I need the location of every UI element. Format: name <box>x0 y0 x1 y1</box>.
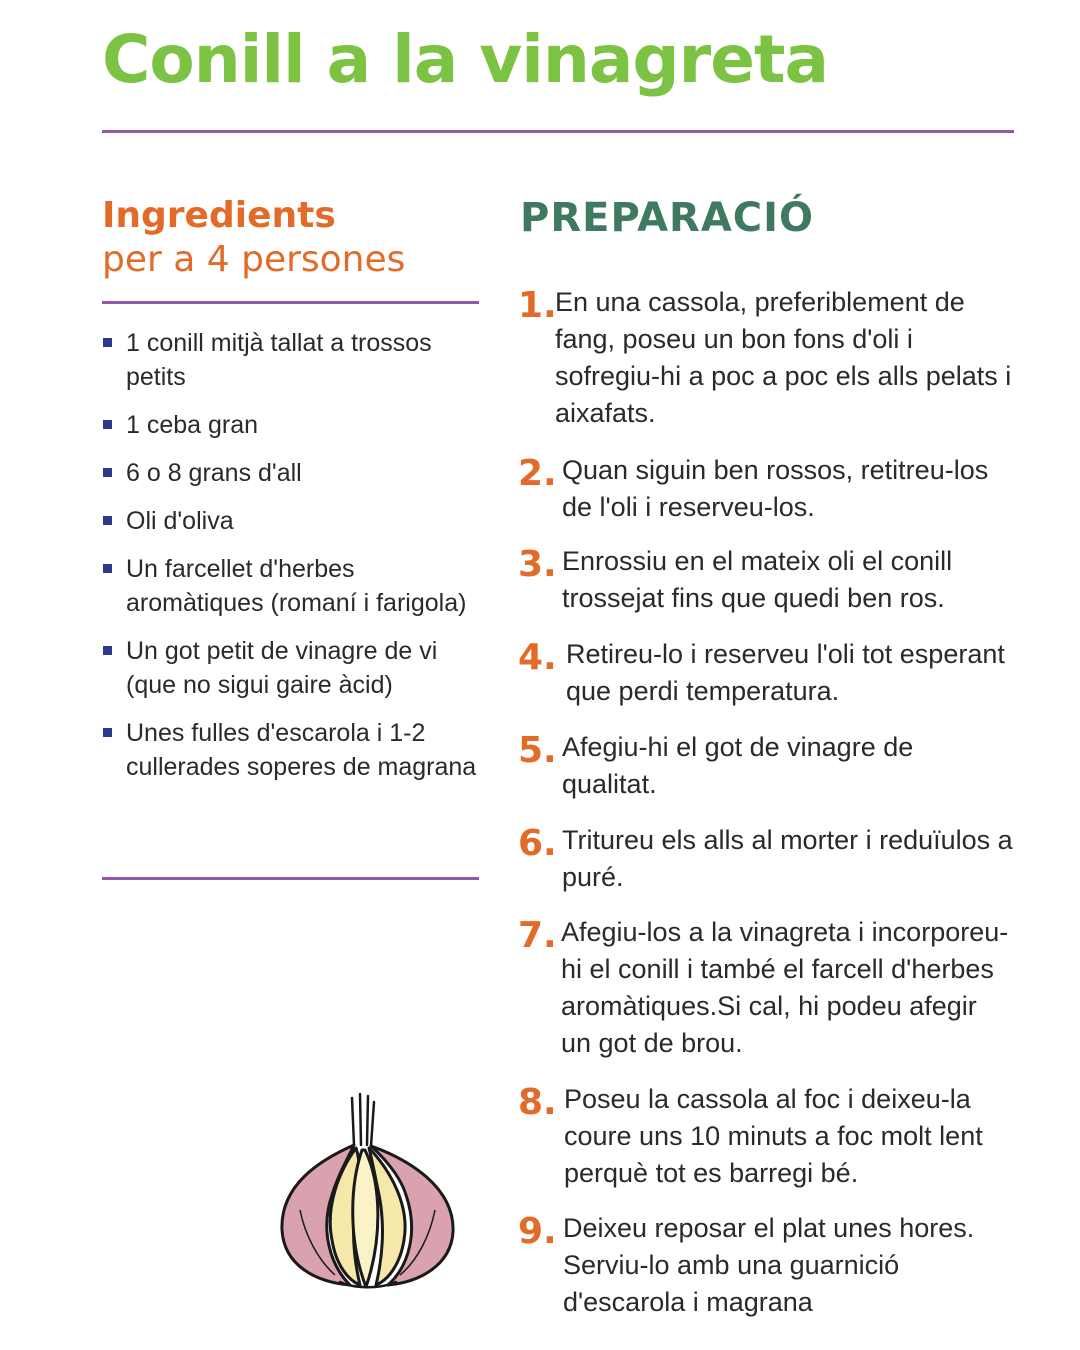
bullet-icon <box>103 468 112 477</box>
step-2 <box>518 453 1013 526</box>
step-text: Tritureu els alls al morter i reduïulos a puré. <box>562 825 1013 892</box>
step-7 <box>518 915 1013 1062</box>
step-text: Deixeu reposar el plat unes hores. Serviu-lo amb una guarnició d'escarola i magrana <box>563 1213 975 1317</box>
step-number: 2. <box>518 453 557 494</box>
ingredient-text: 6 o 8 grans d'all <box>126 459 302 487</box>
step-number: 5. <box>518 730 557 771</box>
ingredient-item <box>102 716 477 784</box>
step-number: 9. <box>518 1211 557 1252</box>
step-8 <box>518 1082 1013 1192</box>
step-number: 3. <box>518 544 557 585</box>
step-5 <box>518 730 1013 803</box>
step-number: 6. <box>518 823 557 864</box>
ingredients-heading: Ingredients <box>102 195 336 236</box>
bullet-icon <box>103 564 112 573</box>
bullet-icon <box>103 338 112 347</box>
step-text: Poseu la cassola al foc i deixeu-la coure uns 10 minuts a foc molt lent perquè tot es barregi bé. <box>564 1084 983 1188</box>
ingredient-text: 1 ceba gran <box>126 411 259 439</box>
ingredients-servings: per a 4 persones <box>102 239 406 280</box>
title-divider <box>102 130 1014 133</box>
step-6 <box>518 823 1013 896</box>
ingredients-divider-top <box>102 301 479 304</box>
step-9 <box>518 1211 1013 1321</box>
ingredient-text: Unes fulles d'escarola i 1-2 cullerades soperes de magrana <box>126 719 477 781</box>
bullet-icon <box>103 516 112 525</box>
step-text: Retireu-lo i reserveu l'oli tot esperant que perdi temperatura. <box>566 639 1005 706</box>
ingredients-divider-bottom <box>102 877 479 880</box>
ingredient-item <box>102 552 477 620</box>
step-text: Afegiu-hi el got de vinagre de qualitat. <box>562 732 914 799</box>
page-title: Conill a la vinagreta <box>102 21 829 98</box>
step-text: Enrossiu en el mateix oli el conill trossejat fins que quedi ben ros. <box>562 546 953 613</box>
step-4 <box>518 637 1013 710</box>
step-text: Quan siguin ben rossos, retitreu-los de l'oli i reserveu-los. <box>562 455 989 522</box>
step-3 <box>518 544 1013 617</box>
step-number: 1. <box>518 285 557 326</box>
ingredient-item <box>102 504 477 538</box>
ingredient-text: Un got petit de vinagre de vi (que no sigui gaire àcid) <box>126 637 438 699</box>
step-text: En una cassola, preferiblement de fang, poseu un bon fons d'oli i sofregiu-hi a poc a poc els alls pelats i aixafats. <box>555 287 1012 428</box>
garlic-icon <box>270 1090 465 1290</box>
bullet-icon <box>103 420 112 429</box>
ingredient-text: Oli d'oliva <box>126 507 234 535</box>
ingredient-item <box>102 408 477 442</box>
ingredient-item <box>102 326 477 394</box>
bullet-icon <box>103 728 112 737</box>
ingredients-list <box>102 326 477 798</box>
ingredient-text: 1 conill mitjà tallat a trossos petits <box>126 329 432 391</box>
step-number: 8. <box>518 1082 557 1123</box>
preparation-heading: PREPARACIÓ <box>520 195 815 241</box>
ingredient-item <box>102 456 477 490</box>
bullet-icon <box>103 646 112 655</box>
step-text: Afegiu-los a la vinagreta i incorporeu-hi el conill i també el farcell d'herbes aromàtiques.Si cal, hi podeu afegir un got de brou. <box>561 917 1009 1058</box>
ingredient-text: Un farcellet d'herbes aromàtiques (romaní i farigola) <box>126 555 467 617</box>
step-number: 4. <box>518 637 557 678</box>
ingredient-item <box>102 634 477 702</box>
step-number: 7. <box>518 915 557 956</box>
step-1 <box>518 285 1013 432</box>
